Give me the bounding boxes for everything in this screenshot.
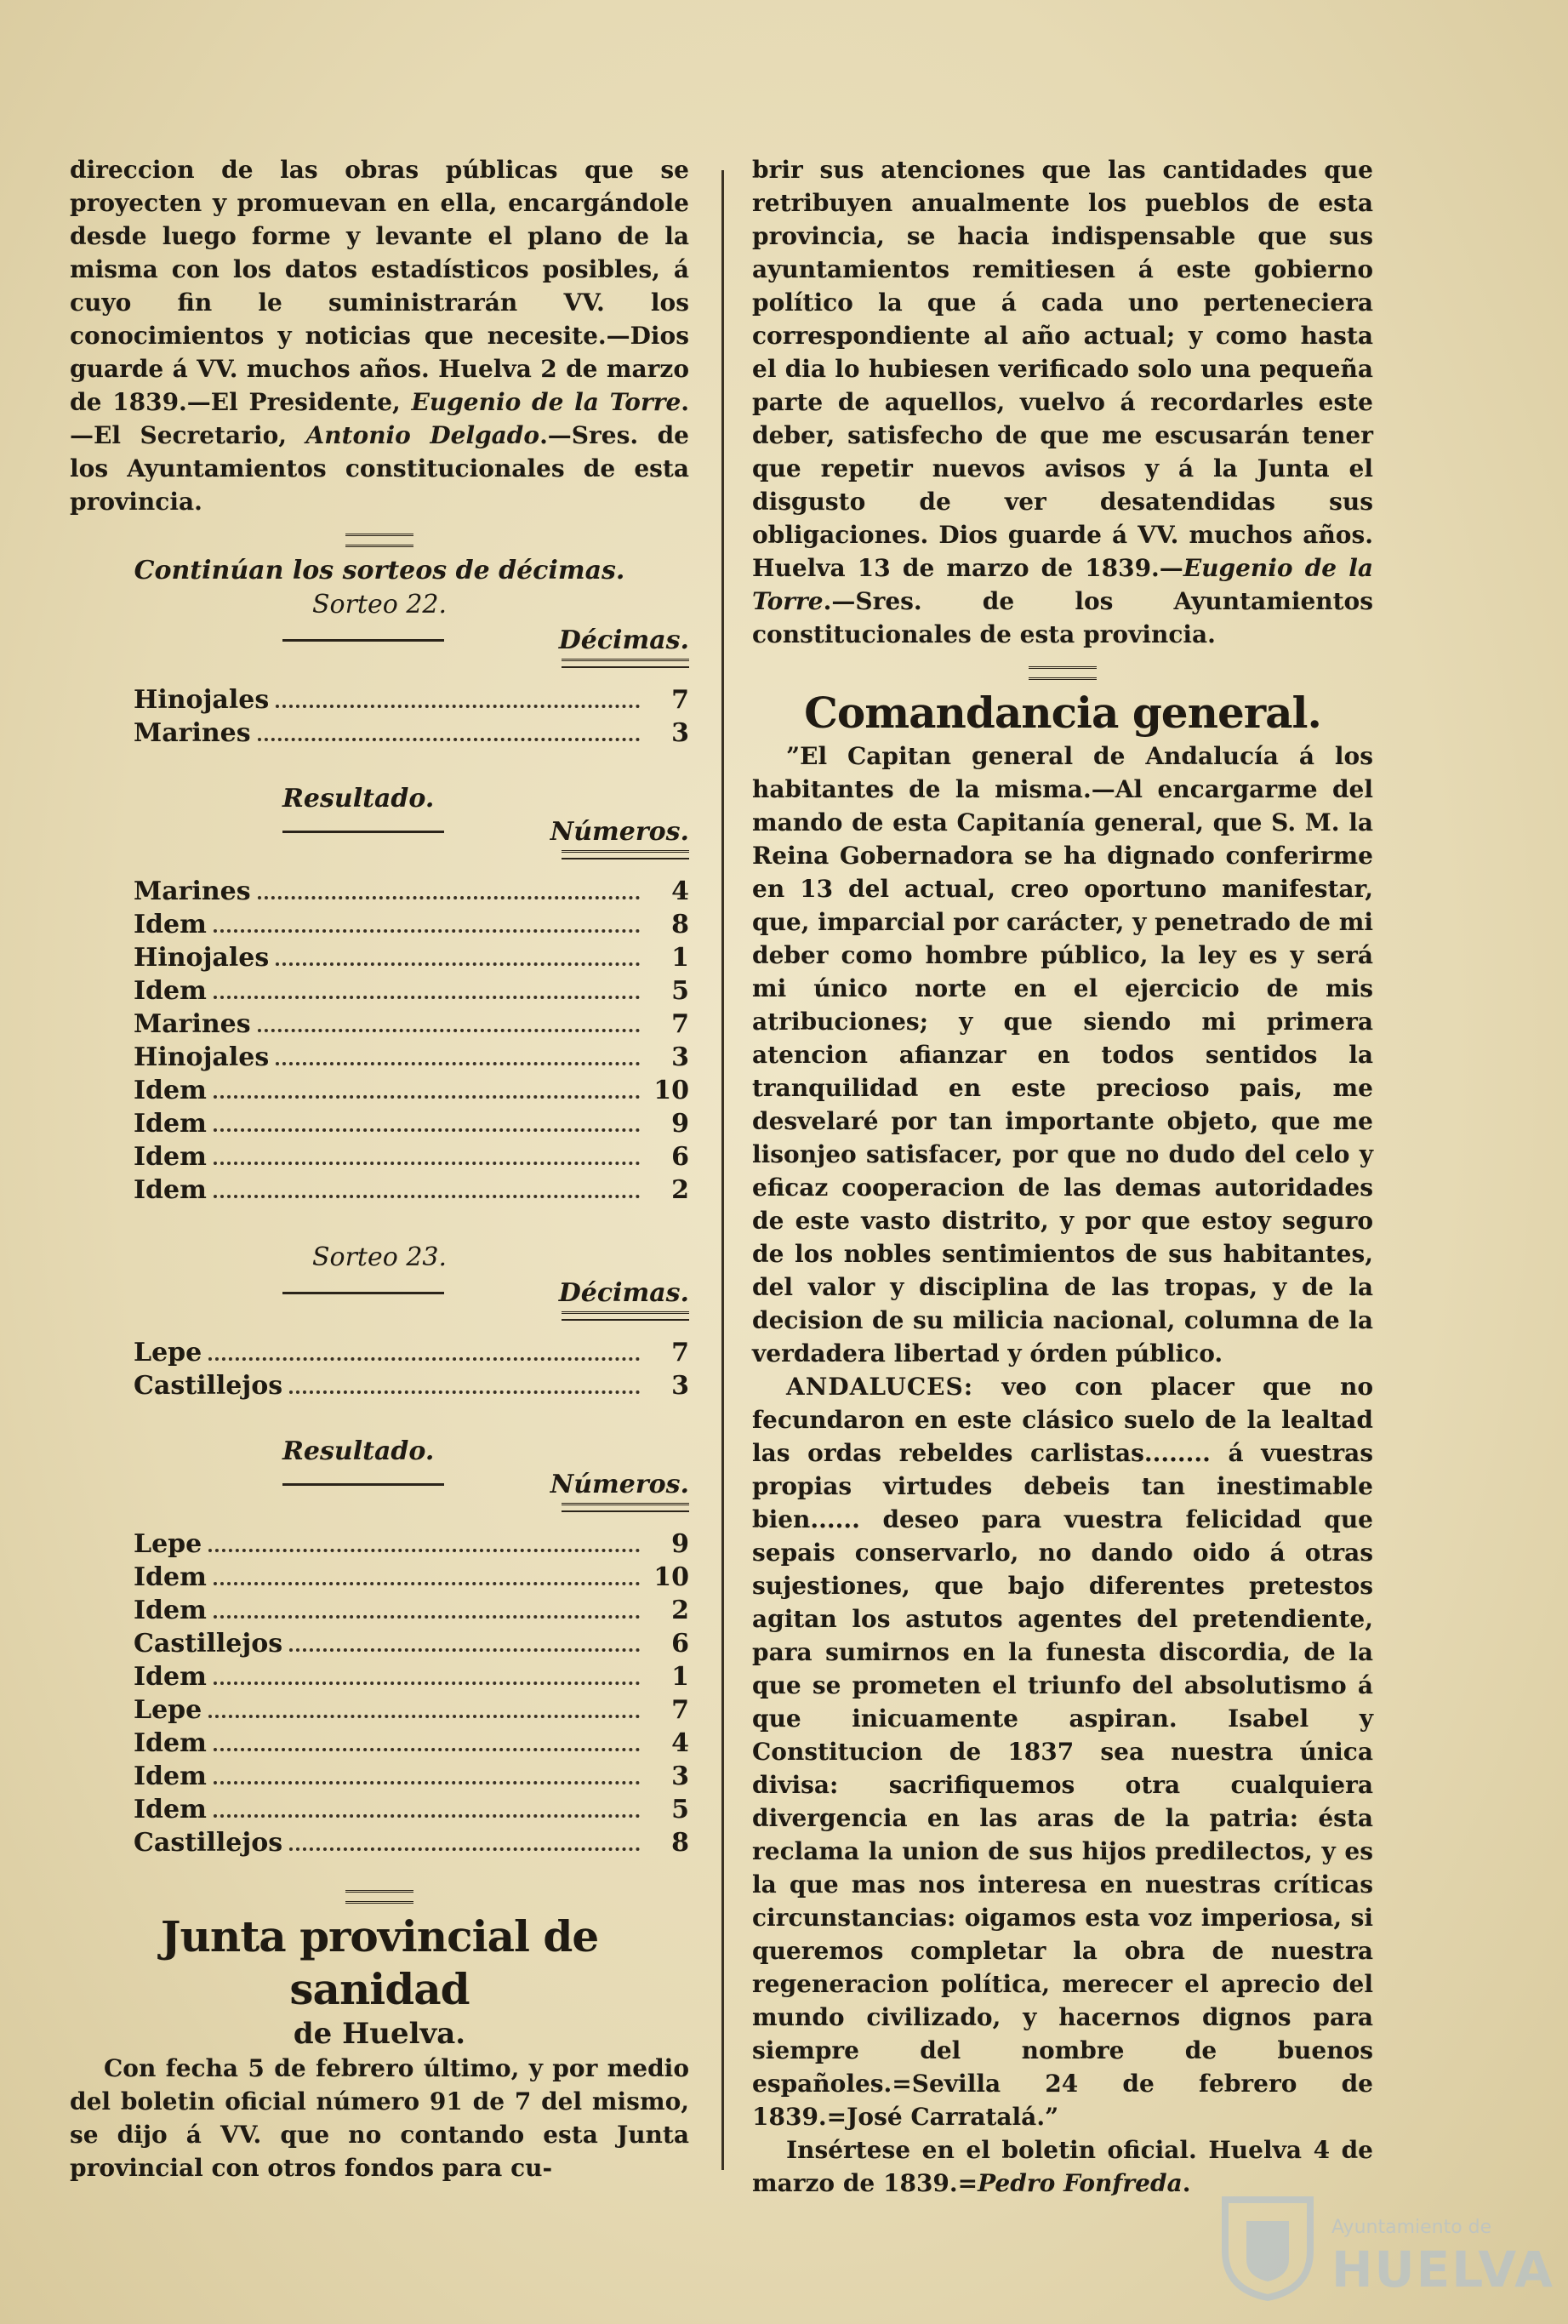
continuation-end-text: .—Sres. de los Ayuntamientos constitucionales de esta provincia. xyxy=(752,587,1373,648)
watermark-big-text: HUELVA xyxy=(1331,2241,1555,2298)
entry-number: 2 xyxy=(671,1175,689,1205)
andaluces-paragraph xyxy=(752,1370,1373,2133)
header-underline xyxy=(562,1311,689,1321)
entry-number: 4 xyxy=(671,1728,689,1758)
header-underline xyxy=(562,1503,689,1512)
entry-name: Marines xyxy=(134,876,251,906)
entry-number: 9 xyxy=(671,1109,689,1139)
entry-name: Castillejos xyxy=(134,1371,283,1401)
entry-name: Hinojales xyxy=(134,943,270,973)
comandancia-heading: Comandancia general. xyxy=(804,688,1321,738)
entry-name: Idem xyxy=(134,1795,207,1824)
numeros-label: Números. xyxy=(550,817,689,847)
list-item xyxy=(134,974,689,1008)
leader-dots xyxy=(276,705,640,708)
decimas-label: Décimas. xyxy=(558,625,689,655)
inserte-paragraph xyxy=(752,2133,1373,2200)
decimas-header-row xyxy=(70,1278,689,1308)
list-item xyxy=(134,1107,689,1140)
entry-name: Idem xyxy=(134,976,207,1006)
entry-number: 7 xyxy=(671,1338,689,1368)
list-item xyxy=(134,1627,689,1660)
list-item xyxy=(134,1336,689,1369)
entry-number: 8 xyxy=(671,1828,689,1858)
sorteo-22-resultado-list xyxy=(134,875,689,1207)
entry-name: Idem xyxy=(134,1175,207,1205)
continuation-text: brir sus atenciones que las cantidades que retribuyen anualmente los pueblos de esta provincia, se hacia indispensable que sus ayuntamientos remitiesen á este gobierno político la que á cada uno perteneciera correspondiente al año actual; y como hasta el dia lo hubiesen verificado solo una pequeña parte de aquellos, vuelvo á recordarles este deber, satisfecho de que me escusarán tener que repetir nuevos avisos y á la Junta el disgusto de ver desatendidas sus obligaciones. Dios guarde á VV. muchos años. Huelva 13 de marzo de 1839.— xyxy=(752,156,1373,582)
leader-dots xyxy=(258,738,640,741)
leader-dots xyxy=(214,996,640,999)
right-column xyxy=(752,153,1373,2200)
list-item xyxy=(134,1826,689,1859)
continuation-paragraph xyxy=(752,153,1373,651)
junta-paragraph: Con fecha 5 de febrero último, y por medio del boletin oficial número 91 de 7 del mismo, se dijo á VV. que no contando esta Junta provincial con otros fondos para cu- xyxy=(70,2054,689,2182)
entry-name: Castillejos xyxy=(134,1629,283,1659)
entry-number: 3 xyxy=(671,1042,689,1072)
signature-fonfreda: Pedro Fonfreda xyxy=(978,2169,1183,2197)
signature-secretary: Antonio Delgado xyxy=(305,421,540,449)
list-item xyxy=(134,683,689,717)
entry-number: 10 xyxy=(653,1076,689,1105)
leader-dots xyxy=(208,1549,640,1552)
leader-dots xyxy=(214,1128,640,1132)
leader-dots xyxy=(289,1847,640,1851)
inserte-end: . xyxy=(1182,2169,1191,2197)
numeros-label: Números. xyxy=(550,1470,689,1499)
intro-end-text: .—Sres. de los Ayuntamientos constitucionales de esta provincia. xyxy=(70,421,689,516)
entry-number: 1 xyxy=(671,1662,689,1692)
leader-dots xyxy=(289,1390,640,1394)
section-divider xyxy=(1029,666,1097,680)
watermark-small-text: Ayuntamiento de xyxy=(1331,2217,1492,2238)
left-column xyxy=(70,153,689,2184)
entry-name: Lepe xyxy=(134,1695,202,1725)
leader-dots xyxy=(208,1357,640,1361)
decimas-label: Décimas. xyxy=(558,1278,689,1308)
leader-dots xyxy=(214,1195,640,1198)
entry-name: Hinojales xyxy=(134,1042,270,1072)
intro-mid-text: .—El Secretario, xyxy=(70,388,690,449)
entry-name: Idem xyxy=(134,1562,207,1592)
entry-number: 8 xyxy=(671,910,689,939)
entry-name: Marines xyxy=(134,1009,251,1039)
list-item xyxy=(134,717,689,750)
sorteo-23-title: Sorteo 23. xyxy=(311,1242,448,1272)
column-divider xyxy=(721,170,724,2170)
list-item xyxy=(134,1173,689,1207)
entry-name: Castillejos xyxy=(134,1828,283,1858)
header-dash xyxy=(282,639,444,642)
entry-number: 7 xyxy=(671,1695,689,1725)
list-item xyxy=(134,1594,689,1627)
header-dash xyxy=(282,831,444,833)
signature-president: Eugenio de la Torre xyxy=(411,388,681,416)
entry-name: Idem xyxy=(134,1076,207,1105)
list-item xyxy=(134,875,689,908)
leader-dots xyxy=(289,1648,640,1652)
sorteo-22-decimas-list xyxy=(134,683,689,750)
numeros-header-row xyxy=(70,817,689,847)
entry-number: 10 xyxy=(653,1562,689,1592)
entry-name: Idem xyxy=(134,1142,207,1172)
entry-name: Idem xyxy=(134,1596,207,1625)
leader-dots xyxy=(214,1781,640,1784)
entry-number: 5 xyxy=(671,976,689,1006)
resultado-label: Resultado. xyxy=(282,1436,435,1466)
list-item xyxy=(134,1727,689,1760)
entry-name: Hinojales xyxy=(134,685,270,715)
leader-dots xyxy=(276,1062,640,1065)
leader-dots xyxy=(208,1715,640,1718)
entry-number: 5 xyxy=(671,1795,689,1824)
entry-name: Idem xyxy=(134,1662,207,1692)
decimas-header-row xyxy=(70,625,689,655)
leader-dots xyxy=(214,929,640,933)
header-dash xyxy=(282,1292,444,1294)
entry-name: Lepe xyxy=(134,1338,202,1368)
list-item xyxy=(134,1041,689,1074)
entry-number: 7 xyxy=(671,1009,689,1039)
proclamation-paragraph: ”El Capitan general de Andalucía á los habitantes de la misma.—Al encargarme del mando de esta Capitanía general, que S. M. la Reina Gobernadora se ha dignado conferirme en 13 del actual, creo oportuno manifestar, que, imparcial por carácter, y penetrado de mi deber como hombre público, la ley es y será mi único norte en el ejercicio de mis atribuciones; y que siendo mi primera atencion afianzar en todos sentidos la tranquilidad en este precioso pais, me desvelaré por tan importante objeto, que me lisonjeo satisfacer, por que no dudo del celo y eficaz cooperacion de las demas autoridades de este vasto distrito, y por que estoy seguro de los nobles sentimientos de sus habitantes, del valor y disciplina de las tropas, y de la decision de su milicia nacional, columna de la verdadera libertad y órden público. xyxy=(752,742,1373,1368)
list-item xyxy=(134,1074,689,1107)
city-shield-icon xyxy=(1217,2191,1319,2302)
leader-dots xyxy=(214,1095,640,1099)
entry-number: 3 xyxy=(671,718,689,748)
entry-number: 7 xyxy=(671,685,689,715)
section-divider xyxy=(345,534,413,547)
leader-dots xyxy=(276,962,640,966)
section-divider xyxy=(345,1890,413,1904)
header-underline xyxy=(562,850,689,859)
andaluces-lead: ANDALUCES: xyxy=(786,1373,974,1401)
entry-number: 6 xyxy=(671,1142,689,1172)
sorteo-22-title: Sorteo 22. xyxy=(311,590,448,620)
entry-number: 9 xyxy=(671,1529,689,1559)
entry-number: 2 xyxy=(671,1596,689,1625)
list-item xyxy=(134,1793,689,1826)
entry-number: 3 xyxy=(671,1371,689,1401)
resultado-label: Resultado. xyxy=(282,784,435,814)
list-item xyxy=(134,908,689,941)
numeros-header-row xyxy=(70,1470,689,1499)
entry-name: Marines xyxy=(134,718,251,748)
entry-number: 3 xyxy=(671,1762,689,1791)
entry-number: 4 xyxy=(671,876,689,906)
andaluces-text: veo con placer que no fecundaron en este clásico suelo de la lealtad las ordas rebeldes carlistas........ á vuestras propias virtudes debeis tan inestimable bien...... deseo para vuestra felicidad que sepais conservarlo, no dando oido á otras sujestiones, que bajo diferentes pretestos agitan los astutos agentes del pretendiente, para sumirnos en la funesta discordia, de la que se prometen el triunfo del absolutismo á que inicuamente aspiran. Isabel y Constitucion de 1837 sea nuestra única divisa: sacrifiquemos otra cualquiera divergencia en las aras de la patria: ésta reclama la union de sus hijos predilectos, y es la que mas nos interesa en nuestras críticas circunstancias: oigamos esta voz imperiosa, si queremos completar la obra de nuestra regeneracion política, merecer el aprecio del mundo civilizado, y hacernos dignos para siempre del nombre de buenos españoles.=Sevilla 24 de febrero de 1839.=José Carratalá.” xyxy=(752,1373,1373,2131)
entry-number: 6 xyxy=(671,1629,689,1659)
sorteos-heading: Continúan los sorteos de décimas. xyxy=(134,556,625,585)
list-item xyxy=(134,1527,689,1561)
entry-name: Idem xyxy=(134,1109,207,1139)
intro-text: direccion de las obras públicas que se proyecten y promuevan en ella, encargándole desde luego forme y levante el plano de la misma con los datos estadísticos posibles, á cuyo fin le suministrarán VV. los conocimientos y noticias que necesite.—Dios guarde á VV. muchos años. Huelva 2 de marzo de 1839.—El Presidente, xyxy=(70,156,689,416)
list-item xyxy=(134,1760,689,1793)
list-item xyxy=(134,1369,689,1402)
list-item xyxy=(134,1008,689,1041)
sorteo-23-resultado-list xyxy=(134,1527,689,1859)
entry-name: Idem xyxy=(134,1762,207,1791)
list-item xyxy=(134,1693,689,1727)
junta-heading: Junta provincial de sanidad xyxy=(160,1911,599,2014)
leader-dots xyxy=(214,1814,640,1818)
header-dash xyxy=(282,1483,444,1486)
entry-number: 1 xyxy=(671,943,689,973)
entry-name: Lepe xyxy=(134,1529,202,1559)
leader-dots xyxy=(214,1748,640,1751)
leader-dots xyxy=(258,896,640,899)
list-item xyxy=(134,941,689,974)
entry-name: Idem xyxy=(134,1728,207,1758)
signature-governor: Eugenio de la Torre xyxy=(752,554,1373,615)
watermark-logo xyxy=(1217,2191,1555,2302)
intro-paragraph xyxy=(70,153,689,518)
header-underline xyxy=(562,659,689,668)
leader-dots xyxy=(214,1682,640,1685)
list-item xyxy=(134,1660,689,1693)
leader-dots xyxy=(258,1029,640,1032)
inserte-text: Insértese en el boletin oficial. Huelva 4 de marzo de 1839.= xyxy=(752,2136,1373,2197)
sorteo-23-decimas-list xyxy=(134,1336,689,1402)
leader-dots xyxy=(214,1162,640,1165)
entry-name: Idem xyxy=(134,910,207,939)
leader-dots xyxy=(214,1582,640,1585)
junta-subheading: de Huelva. xyxy=(293,2017,466,2051)
list-item xyxy=(134,1561,689,1594)
list-item xyxy=(134,1140,689,1173)
leader-dots xyxy=(214,1615,640,1619)
